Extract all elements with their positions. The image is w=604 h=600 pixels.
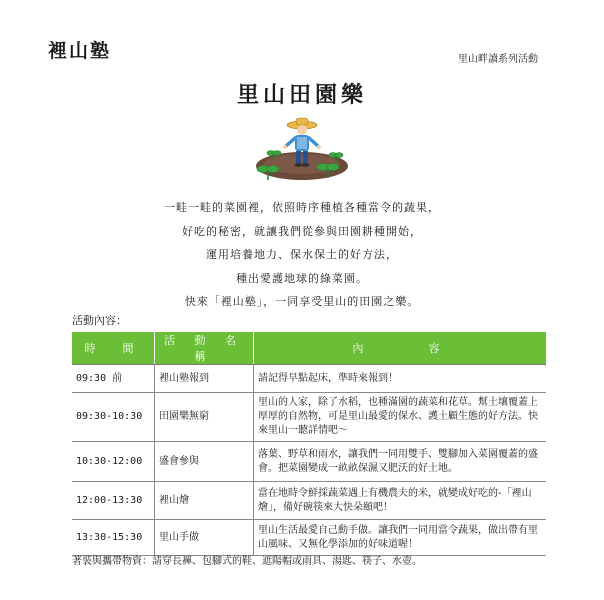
intro-line: 快來「裡山塾」，一同享受里山的田園之樂。 [184,295,420,308]
cell-content: 落葉、野草和雨水，讓我們一同用雙手、雙腳加入菜園覆蓋的盛會。把菜園變成一畝畝保濕又肥沃的好土地。 [254,442,547,482]
dress-code-note: 著裝與攜帶物資：請穿長褲、包腳式的鞋、遮陽帽或雨具、湯匙、筷子、水壺。 [72,556,422,567]
cell-content: 里山的人家，除了水稻，也種滿園的蔬菜和花草。幫土壤覆蓋上厚厚的自然物，可是里山最愛的保水、護土顧生態的好方法。快來里山一聽詳情吧～ [254,393,547,442]
farmer-illustration [254,114,350,192]
cell-activity: 里山手做 [155,520,254,556]
cell-time: 09:30-10:30 [72,393,155,442]
header-time: 時 間 [72,332,155,365]
schedule-table [72,332,546,556]
intro-line: 好吃的秘密，就讓我們從參與田園耕種開始， [182,224,422,238]
cell-content: 當在地時令鮮採蔬菜遇上有機農夫的米，就變成好吃的-「裡山燴」，備好碗筷來大快朵頤吧！ [254,482,547,520]
activity-label: 活動內容： [72,314,127,327]
cell-activity: 盛會參與 [155,442,254,482]
intro-line: 種出愛護地球的綠菜園。 [236,271,368,285]
cell-time: 12:00-13:30 [72,482,155,520]
table-row [72,482,546,520]
cell-content: 里山生活最愛自己動手做。讓我們一同用當令蔬果，做出帶有里山風味、又無化學添加的好味道喔！ [254,520,547,556]
table-row [72,442,546,482]
intro-text [0,196,604,314]
table-row [72,393,546,442]
table-row [72,365,546,393]
cell-activity: 田園樂無窮 [155,393,254,442]
logo: 裡山塾 [48,40,112,62]
cell-content: 請記得早點起床，準時來報到！ [254,365,547,393]
header-content: 內 容 [254,332,547,365]
intro-line: 運用培養地力、保水保土的好方法， [206,248,398,261]
cell-activity: 裡山塾報到 [155,365,254,393]
intro-line: 一畦一畦的菜園裡，依照時序種植各種當令的蔬果， [164,201,440,214]
header-activity: 活 動 名 稱 [155,332,254,365]
cell-time: 13:30-15:30 [72,520,155,556]
cell-activity: 裡山燴 [155,482,254,520]
cell-time: 09:30 前 [72,365,155,393]
series-label: 里山畔讀系列活動 [458,54,538,65]
table-header-row [72,332,546,365]
cell-time: 10:30-12:00 [72,442,155,482]
table-row [72,520,546,556]
page-title: 里山田園樂 [236,82,367,108]
